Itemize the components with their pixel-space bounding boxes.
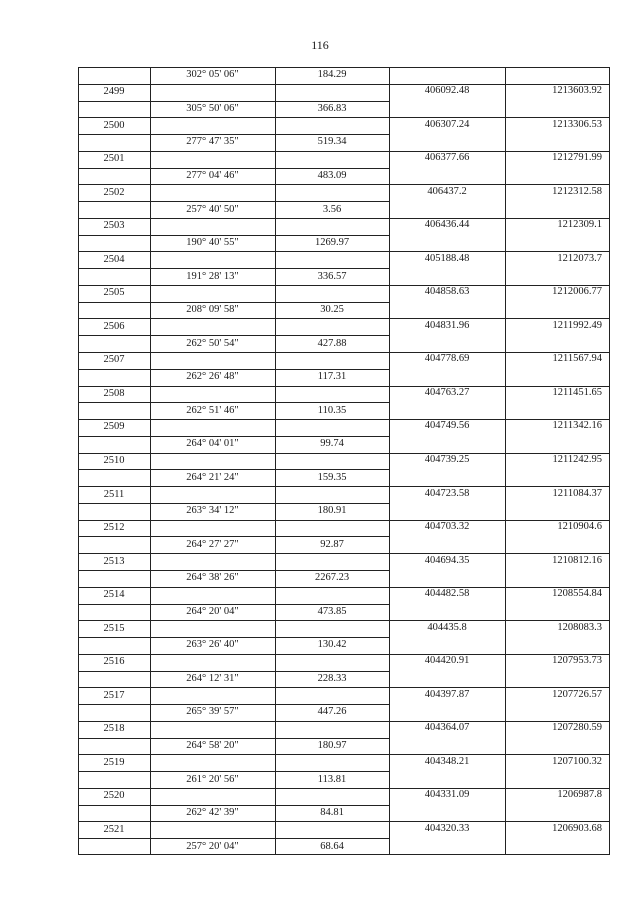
bearing-cell: 264° 38' 26" xyxy=(186,572,239,584)
distance-cell: 180.91 xyxy=(317,505,347,517)
y-coordinate-cell: 1210812.16 xyxy=(552,554,602,566)
row-rule xyxy=(78,620,389,621)
distance-cell: 130.42 xyxy=(317,639,347,651)
y-coordinate-cell: 1206987.8 xyxy=(557,789,602,801)
row-rule xyxy=(78,436,389,437)
y-coordinate-cell: 1212791.99 xyxy=(552,152,602,164)
bearing-cell: 208° 09' 58" xyxy=(186,304,239,316)
row-rule xyxy=(78,771,389,772)
row-rule xyxy=(78,419,389,420)
row-rule xyxy=(78,101,389,102)
y-coordinate-cell: 1211342.16 xyxy=(552,420,602,432)
bearing-cell: 277° 04' 46" xyxy=(186,169,239,181)
y-coordinate-cell: 1211567.94 xyxy=(552,353,602,365)
bearing-cell: 257° 20' 04" xyxy=(186,840,239,852)
x-coordinate-cell: 404397.87 xyxy=(424,688,470,700)
column-rule xyxy=(275,67,276,855)
x-coordinate-cell: 404739.25 xyxy=(424,454,470,465)
row-rule xyxy=(78,721,389,722)
y-coordinate-cell: 1212312.58 xyxy=(552,185,602,197)
x-coordinate-cell: 406377.66 xyxy=(424,152,470,164)
x-coordinate-cell: 404364.07 xyxy=(424,722,470,734)
y-coordinate-cell: 1207726.57 xyxy=(552,688,602,700)
point-number-cell: 2505 xyxy=(103,287,125,299)
bearing-cell: 264° 20' 04" xyxy=(186,605,239,617)
distance-cell: 180.97 xyxy=(317,740,347,752)
y-coordinate-cell: 1207953.73 xyxy=(552,655,602,667)
point-number-cell: 2509 xyxy=(103,421,125,433)
bearing-cell: 264° 04' 01" xyxy=(186,438,239,450)
x-coordinate-cell: 405188.48 xyxy=(424,252,470,264)
bearing-cell: 264° 21' 24" xyxy=(186,471,239,483)
distance-cell: 184.29 xyxy=(317,69,347,81)
column-rule xyxy=(78,67,79,855)
y-coordinate-cell: 1208554.84 xyxy=(552,588,602,600)
row-rule xyxy=(78,486,389,487)
bearing-cell: 262° 42' 39" xyxy=(186,807,239,819)
column-rule xyxy=(150,67,151,855)
distance-cell: 68.64 xyxy=(320,840,344,852)
distance-cell: 1269.97 xyxy=(314,237,350,249)
distance-cell: 3.56 xyxy=(322,203,342,215)
y-coordinate-cell: 1211451.65 xyxy=(552,386,602,398)
row-rule xyxy=(78,553,389,554)
distance-cell: 366.83 xyxy=(317,102,347,114)
row-rule xyxy=(78,251,389,252)
point-number-cell: 2506 xyxy=(103,320,125,332)
x-coordinate-cell: 404749.56 xyxy=(424,420,470,432)
row-rule xyxy=(78,302,389,303)
point-number-cell: 2514 xyxy=(103,589,125,601)
y-coordinate-cell: 1213306.53 xyxy=(552,118,602,130)
row-rule xyxy=(78,402,389,403)
row-rule xyxy=(78,352,389,353)
y-coordinate-cell: 1211084.37 xyxy=(552,487,602,499)
row-rule xyxy=(78,168,389,169)
bearing-cell: 257° 40' 50" xyxy=(186,203,239,215)
y-coordinate-cell: 1206903.68 xyxy=(552,822,602,834)
column-rule xyxy=(389,67,390,855)
bearing-cell: 264° 58' 20" xyxy=(186,740,239,752)
distance-cell: 99.74 xyxy=(320,438,344,450)
row-rule xyxy=(389,821,610,822)
distance-cell: 447.26 xyxy=(317,706,347,718)
point-number-cell: 2521 xyxy=(103,823,125,835)
x-coordinate-cell: 406092.48 xyxy=(424,85,470,97)
x-coordinate-cell: 404831.96 xyxy=(424,319,470,331)
row-rule xyxy=(78,520,389,521)
row-rule xyxy=(78,503,389,504)
point-number-cell: 2517 xyxy=(103,689,125,701)
x-coordinate-cell: 404703.32 xyxy=(424,521,470,533)
x-coordinate-cell: 404320.33 xyxy=(424,822,470,834)
point-number-cell: 2502 xyxy=(103,186,125,198)
distance-cell: 336.57 xyxy=(317,270,347,282)
row-rule xyxy=(78,738,389,739)
row-rule xyxy=(78,134,389,135)
row-rule xyxy=(78,687,389,688)
bearing-cell: 262° 50' 54" xyxy=(186,337,239,349)
distance-cell: 110.35 xyxy=(317,404,347,416)
row-rule xyxy=(78,805,389,806)
point-number-cell: 2511 xyxy=(103,488,125,500)
bearing-cell: 302° 05' 06" xyxy=(186,69,239,81)
row-rule xyxy=(78,151,389,152)
row-rule xyxy=(78,117,389,118)
row-rule xyxy=(78,671,389,672)
distance-cell: 30.25 xyxy=(320,304,344,316)
point-number-cell: 2515 xyxy=(103,622,125,634)
point-number-cell: 2508 xyxy=(103,387,125,399)
row-rule xyxy=(78,654,389,655)
point-number-cell: 2516 xyxy=(103,656,125,668)
point-number-cell: 2504 xyxy=(103,253,125,265)
y-coordinate-cell: 1211992.49 xyxy=(552,319,602,331)
bearing-cell: 261° 20' 56" xyxy=(186,773,239,785)
point-number-cell: 2500 xyxy=(103,119,125,131)
bearing-cell: 262° 51' 46" xyxy=(186,404,239,416)
x-coordinate-cell: 404482.58 xyxy=(424,588,470,600)
x-coordinate-cell: 404694.35 xyxy=(424,554,470,566)
x-coordinate-cell: 404435.8 xyxy=(427,621,467,633)
row-rule xyxy=(78,67,389,68)
y-coordinate-cell: 1211242.95 xyxy=(552,454,602,465)
row-rule xyxy=(78,469,389,470)
row-rule xyxy=(389,67,610,68)
survey-coordinates-table xyxy=(78,67,610,855)
x-coordinate-cell: 404331.09 xyxy=(424,789,470,801)
y-coordinate-cell: 1210904.6 xyxy=(557,521,602,533)
x-coordinate-cell: 404763.27 xyxy=(424,386,470,398)
distance-cell: 2267.23 xyxy=(314,572,350,584)
x-coordinate-cell: 406436.44 xyxy=(424,219,470,231)
y-coordinate-cell: 1212073.7 xyxy=(557,252,602,264)
row-rule xyxy=(78,788,389,789)
y-coordinate-cell: 1212006.77 xyxy=(552,286,602,298)
point-number-cell: 2518 xyxy=(103,723,125,735)
y-coordinate-cell: 1207280.59 xyxy=(552,722,602,734)
row-rule xyxy=(78,587,389,588)
row-rule xyxy=(78,604,389,605)
distance-cell: 159.35 xyxy=(317,471,347,483)
distance-cell: 84.81 xyxy=(320,807,344,819)
x-coordinate-cell: 404723.58 xyxy=(424,487,470,499)
x-coordinate-cell: 404778.69 xyxy=(424,353,470,365)
row-rule xyxy=(78,754,389,755)
bearing-cell: 265° 39' 57" xyxy=(186,706,239,718)
row-rule xyxy=(78,838,389,839)
x-coordinate-cell: 406437.2 xyxy=(427,185,467,197)
bearing-cell: 263° 26' 40" xyxy=(186,639,239,651)
bearing-cell: 264° 12' 31" xyxy=(186,672,239,684)
bearing-cell: 264° 27' 27" xyxy=(186,538,239,550)
row-rule xyxy=(78,84,389,85)
y-coordinate-cell: 1207100.32 xyxy=(552,755,602,767)
distance-cell: 228.33 xyxy=(317,672,347,684)
row-rule xyxy=(78,184,389,185)
row-rule xyxy=(78,453,389,454)
x-coordinate-cell: 406307.24 xyxy=(424,118,470,130)
distance-cell: 483.09 xyxy=(317,169,347,181)
column-rule xyxy=(505,67,506,855)
bearing-cell: 262° 26' 48" xyxy=(186,371,239,383)
page-number: 116 xyxy=(311,38,329,52)
point-number-cell: 2501 xyxy=(103,153,125,165)
distance-cell: 92.87 xyxy=(320,538,344,550)
column-rule xyxy=(609,67,610,855)
row-rule xyxy=(78,285,389,286)
x-coordinate-cell: 404348.21 xyxy=(424,755,470,767)
distance-cell: 519.34 xyxy=(317,136,347,148)
point-number-cell: 2510 xyxy=(103,455,125,466)
y-coordinate-cell: 1208083.3 xyxy=(557,621,602,633)
distance-cell: 113.81 xyxy=(317,773,347,785)
point-number-cell: 2499 xyxy=(103,86,125,98)
row-rule xyxy=(78,335,389,336)
distance-cell: 473.85 xyxy=(317,605,347,617)
point-number-cell: 2513 xyxy=(103,555,125,567)
y-coordinate-cell: 1213603.92 xyxy=(552,85,602,97)
bearing-cell: 190° 40' 55" xyxy=(186,237,239,249)
row-rule xyxy=(78,821,389,822)
row-rule xyxy=(78,218,389,219)
row-rule xyxy=(78,854,389,855)
point-number-cell: 2520 xyxy=(103,790,125,802)
distance-cell: 427.88 xyxy=(317,337,347,349)
row-rule xyxy=(78,536,389,537)
point-number-cell: 2503 xyxy=(103,220,125,232)
row-rule xyxy=(78,369,389,370)
row-rule xyxy=(78,637,389,638)
row-rule xyxy=(78,235,389,236)
row-rule xyxy=(78,570,389,571)
bearing-cell: 305° 50' 06" xyxy=(186,102,239,114)
point-number-cell: 2512 xyxy=(103,522,125,534)
row-rule xyxy=(78,318,389,319)
point-number-cell: 2519 xyxy=(103,756,125,768)
bearing-cell: 277° 47' 35" xyxy=(186,136,239,148)
distance-cell: 117.31 xyxy=(317,371,347,383)
row-rule xyxy=(389,318,610,319)
row-rule xyxy=(78,201,389,202)
x-coordinate-cell: 404858.63 xyxy=(424,286,470,298)
row-rule xyxy=(78,386,389,387)
row-rule xyxy=(78,268,389,269)
row-rule xyxy=(389,854,610,855)
x-coordinate-cell: 404420.91 xyxy=(424,655,470,667)
y-coordinate-cell: 1212309.1 xyxy=(557,219,602,231)
bearing-cell: 191° 28' 13" xyxy=(186,270,239,282)
bearing-cell: 263° 34' 12" xyxy=(186,505,239,517)
point-number-cell: 2507 xyxy=(103,354,125,366)
row-rule xyxy=(78,704,389,705)
